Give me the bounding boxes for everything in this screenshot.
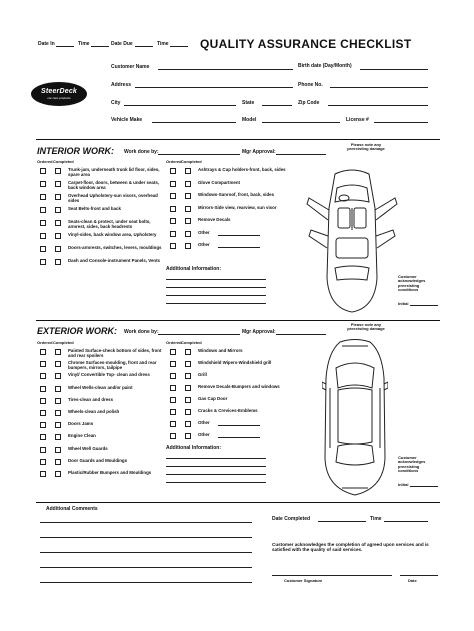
- ordered-checkbox[interactable]: [170, 231, 176, 237]
- completed-checkbox[interactable]: [185, 168, 191, 174]
- interior-initial-label: Initial: [398, 301, 409, 306]
- checklist-item-label: Wheel Wells-clean and/or paint: [68, 384, 133, 390]
- completed-checkbox[interactable]: [55, 471, 61, 477]
- signature-date-label: Date: [408, 578, 417, 583]
- license-field[interactable]: [374, 122, 428, 123]
- ordered-checkbox[interactable]: [170, 349, 176, 355]
- interior-completed-header: Completed: [53, 159, 74, 164]
- checklist-item-label: Painted Surface-check bottom of sides, front and rear spoilers: [68, 348, 162, 359]
- checklist-item-label: Plastic/Rubber Bumpers and Mouldings: [68, 470, 152, 475]
- interior-mgr-approval: Mgr Approval:: [242, 149, 276, 155]
- checklist-item-label: Chrome Surfaces-moulding, front and rear bumpers, mirrors, tailpipe: [68, 360, 157, 371]
- signature-label: Customer Signature: [284, 578, 323, 583]
- ordered-checkbox[interactable]: [40, 422, 46, 428]
- interior-info-line-3[interactable]: [166, 295, 266, 296]
- checklist-item-label: Door Guards and Mouldings: [68, 457, 128, 463]
- interior-info-line-4[interactable]: [166, 303, 266, 304]
- completed-checkbox[interactable]: [55, 386, 61, 392]
- checklist-item-label: Seats-clean & protect, under seat bolts, armrest, sides, back headrests: [68, 219, 151, 230]
- exterior-info-line-1[interactable]: [166, 458, 266, 459]
- exterior-completed-header: Completed: [53, 340, 74, 345]
- checklist-item-label: Vinyl-sides, back window area, Upholstery: [68, 232, 157, 237]
- checklist-item-label: Grill: [198, 372, 207, 377]
- interior-completed-header-2: Completed: [181, 159, 202, 164]
- interior-heading: INTERIOR WORK:: [37, 146, 114, 156]
- completed-checkbox[interactable]: [55, 373, 61, 379]
- exterior-work-done-field[interactable]: [158, 334, 240, 335]
- checklist-item-label: Engine Clean: [68, 433, 96, 439]
- checklist-item-label: Remove Decals: [198, 217, 231, 222]
- ordered-checkbox[interactable]: [40, 220, 46, 226]
- ordered-checkbox[interactable]: [40, 373, 46, 379]
- completed-checkbox[interactable]: [55, 194, 61, 200]
- checklist-item-label: Wheels-clean and polish: [68, 409, 120, 414]
- ordered-checkbox[interactable]: [40, 471, 46, 477]
- completed-checkbox[interactable]: [55, 259, 61, 265]
- completed-checkbox[interactable]: [185, 361, 191, 367]
- completed-checkbox[interactable]: [185, 218, 191, 224]
- completed-checkbox[interactable]: [185, 373, 191, 379]
- completed-checkbox[interactable]: [55, 410, 61, 416]
- additional-comments-label: Additional Comments: [46, 506, 98, 512]
- interior-additional-label: Additional Information:: [166, 266, 221, 272]
- other-field[interactable]: [218, 235, 260, 236]
- ordered-checkbox[interactable]: [40, 434, 46, 440]
- checklist-item-label: Tires-clean and dress: [68, 396, 114, 402]
- interior-info-line-2[interactable]: [166, 287, 266, 288]
- exterior-ordered-header-2: Ordered: [166, 340, 182, 345]
- state-field[interactable]: [262, 105, 292, 106]
- checklist-item-label: Other: [198, 229, 210, 235]
- exterior-car-diagram: [322, 338, 388, 498]
- completed-checkbox[interactable]: [185, 243, 191, 249]
- checklist-item-label: Doors-armrests, switches, levers, mouldings: [68, 245, 162, 250]
- model-label: Model: [242, 117, 257, 123]
- completed-checkbox[interactable]: [185, 385, 191, 391]
- zip-field[interactable]: [328, 105, 428, 106]
- checklist-item-label: Other: [198, 420, 210, 425]
- checklist-item-label: Gas Cap Door: [198, 396, 228, 401]
- completed-checkbox[interactable]: [55, 361, 61, 367]
- interior-initial-field[interactable]: [410, 305, 438, 306]
- customer-name-field[interactable]: [158, 69, 293, 70]
- ordered-checkbox[interactable]: [40, 181, 46, 187]
- logo-tagline: car care products: [47, 96, 71, 100]
- interior-work-done-by: Work done by:: [124, 149, 159, 155]
- time-label-2: Time: [157, 41, 169, 47]
- completed-checkbox[interactable]: [185, 231, 191, 237]
- ordered-checkbox[interactable]: [170, 206, 176, 212]
- ordered-checkbox[interactable]: [170, 168, 176, 174]
- exterior-ordered-header: Ordered: [37, 340, 53, 345]
- comments-line-4[interactable]: [40, 567, 252, 568]
- ordered-checkbox[interactable]: [170, 193, 176, 199]
- completed-checkbox[interactable]: [55, 246, 61, 252]
- completed-checkbox[interactable]: [185, 349, 191, 355]
- date-due-label: Date Due: [111, 41, 133, 47]
- ordered-checkbox[interactable]: [170, 409, 176, 415]
- checklist-item-label: Dash and Console-instrument Panels, Vents: [68, 258, 160, 263]
- checklist-item-label: Cracks & Crevices-Emblems: [198, 408, 258, 413]
- exterior-completed-header-2: Completed: [181, 340, 202, 345]
- date-completed-label: Date Completed: [272, 516, 311, 522]
- date-in-field[interactable]: [56, 46, 74, 47]
- interior-car-diagram: [305, 168, 400, 316]
- checklist-item-label: Vinyl/ Convertible Top- clean and dress: [68, 372, 150, 378]
- license-label: License #: [346, 117, 369, 123]
- interior-mgr-field[interactable]: [276, 154, 326, 155]
- footer-time-label: Time: [370, 516, 382, 522]
- checklist-item-label: Wheel Well Guards: [68, 445, 108, 451]
- ordered-checkbox[interactable]: [40, 259, 46, 265]
- ordered-checkbox[interactable]: [170, 397, 176, 403]
- model-field[interactable]: [262, 122, 340, 123]
- ordered-checkbox[interactable]: [170, 373, 176, 379]
- completed-checkbox[interactable]: [55, 398, 61, 404]
- exterior-info-line-2[interactable]: [166, 466, 266, 467]
- completed-checkbox[interactable]: [55, 459, 61, 465]
- exterior-info-line-4[interactable]: [166, 482, 266, 483]
- checklist-item-label: Glove Compartment: [198, 179, 240, 185]
- completed-checkbox[interactable]: [55, 168, 61, 174]
- completed-checkbox[interactable]: [55, 233, 61, 239]
- interior-ack: Customer acknowledges preexisting conditions: [398, 274, 426, 293]
- ordered-checkbox[interactable]: [40, 447, 46, 453]
- completed-checkbox[interactable]: [185, 206, 191, 212]
- exterior-work-done-by: Work done by:: [124, 329, 159, 335]
- comments-line-3[interactable]: [40, 552, 252, 553]
- time-field[interactable]: [91, 46, 109, 47]
- interior-damage-note: Please note any preexisting damage: [347, 142, 385, 152]
- divider-top: [36, 139, 440, 140]
- checklist-item-label: Windows and Mirrors: [198, 348, 243, 353]
- exterior-initial-field[interactable]: [410, 486, 438, 487]
- completed-checkbox[interactable]: [185, 397, 191, 403]
- exterior-info-line-3[interactable]: [166, 474, 266, 475]
- interior-ordered-header: Ordered: [37, 159, 53, 164]
- signature-field[interactable]: [272, 575, 392, 576]
- ordered-checkbox[interactable]: [170, 181, 176, 187]
- brand-logo: [31, 82, 87, 106]
- vehicle-make-field[interactable]: [152, 122, 236, 123]
- ordered-checkbox[interactable]: [40, 398, 46, 404]
- exterior-ack: Customer acknowledges preexisting conditions: [398, 455, 426, 474]
- checklist-item-label: Remove Decals-Bumpers and windows: [198, 384, 280, 389]
- ordered-checkbox[interactable]: [40, 246, 46, 252]
- exterior-additional-label: Additional Information:: [166, 445, 221, 451]
- checklist-item-label: Other: [198, 432, 210, 437]
- ordered-checkbox[interactable]: [170, 385, 176, 391]
- completed-checkbox[interactable]: [55, 220, 61, 226]
- checklist-item-label: Windows-Sunroof, front, back, sides: [198, 192, 275, 197]
- completed-checkbox[interactable]: [185, 193, 191, 199]
- ordered-checkbox[interactable]: [40, 361, 46, 367]
- comments-line-1[interactable]: [40, 522, 252, 523]
- city-field[interactable]: [124, 105, 236, 106]
- customer-name-label: Customer Name: [111, 64, 150, 70]
- city-label: City: [111, 100, 121, 106]
- ordered-checkbox[interactable]: [40, 207, 46, 213]
- birthdate-label: Birth date (Day/Month): [298, 63, 352, 69]
- other-field[interactable]: [218, 425, 260, 426]
- exterior-initial-label: Initial: [398, 482, 409, 487]
- ordered-checkbox[interactable]: [40, 168, 46, 174]
- interior-ordered-header-2: Ordered: [166, 159, 182, 164]
- other-field[interactable]: [218, 437, 260, 438]
- completed-checkbox[interactable]: [55, 349, 61, 355]
- ordered-checkbox[interactable]: [170, 433, 176, 439]
- completed-checkbox[interactable]: [185, 409, 191, 415]
- time-field-2[interactable]: [170, 46, 188, 47]
- ordered-checkbox[interactable]: [170, 421, 176, 427]
- exterior-mgr-field[interactable]: [276, 334, 326, 335]
- checklist-item-label: Mirrors-Side view, rearview, sun visor: [198, 204, 277, 210]
- ordered-checkbox[interactable]: [170, 243, 176, 249]
- other-field[interactable]: [218, 247, 260, 248]
- divider-middle: [36, 320, 440, 321]
- phone-label: Phone No.: [298, 82, 323, 88]
- ordered-checkbox[interactable]: [40, 386, 46, 392]
- checklist-item-label: Windshield Wipers-Windshield grill: [198, 360, 272, 365]
- date-in-label: Date In: [38, 41, 55, 47]
- zip-label: Zip Code: [298, 100, 320, 106]
- checklist-item-label: Other: [198, 242, 210, 247]
- birthdate-field[interactable]: [360, 69, 428, 70]
- completed-checkbox[interactable]: [55, 434, 61, 440]
- checklist-item-label: Doors Jams: [68, 421, 94, 427]
- checklist-item-label: Ashtrays & Cup holders-front, back, sides: [198, 167, 286, 172]
- completed-checkbox[interactable]: [185, 421, 191, 427]
- ordered-checkbox[interactable]: [40, 233, 46, 239]
- date-completed-field[interactable]: [318, 521, 366, 522]
- completed-checkbox[interactable]: [55, 447, 61, 453]
- completed-checkbox[interactable]: [55, 422, 61, 428]
- completed-checkbox[interactable]: [185, 433, 191, 439]
- exterior-heading: EXTERIOR WORK:: [37, 326, 117, 336]
- vehicle-make-label: Vehicle Make: [111, 117, 143, 123]
- logo-brand: SteerDeck: [40, 88, 78, 95]
- page-title: QUALITY ASSURANCE CHECKLIST: [200, 37, 412, 51]
- ordered-checkbox[interactable]: [40, 194, 46, 200]
- comments-line-5[interactable]: [40, 582, 252, 583]
- exterior-damage-note: Please note any preexisting damage: [347, 322, 385, 332]
- ordered-checkbox[interactable]: [40, 410, 46, 416]
- footer-time-field[interactable]: [384, 521, 428, 522]
- date-due-field[interactable]: [135, 46, 153, 47]
- completed-checkbox[interactable]: [55, 207, 61, 213]
- signature-date-field[interactable]: [400, 575, 438, 576]
- interior-work-done-field[interactable]: [158, 154, 240, 155]
- checklist-item-label: Trunk-jam, underneath trunk lid floor, sides, spare area: [68, 167, 160, 178]
- comments-line-2[interactable]: [40, 537, 252, 538]
- completed-checkbox[interactable]: [55, 181, 61, 187]
- address-label: Address: [111, 82, 132, 88]
- divider-bottom: [36, 502, 440, 503]
- checklist-item-label: Seat Belts-front and back: [68, 206, 121, 211]
- state-label: State: [242, 100, 255, 106]
- ordered-checkbox[interactable]: [170, 361, 176, 367]
- checklist-item-label: Overhead Upholstery-sun visors, overhead sides: [68, 193, 158, 204]
- address-field[interactable]: [135, 87, 293, 88]
- completion-ack-text: Customer acknowledges the completion of agreed upon services and is satisfied with the quality of said services.: [272, 542, 429, 553]
- ordered-checkbox[interactable]: [170, 218, 176, 224]
- interior-info-line-1[interactable]: [166, 279, 266, 280]
- ordered-checkbox[interactable]: [40, 349, 46, 355]
- completed-checkbox[interactable]: [185, 181, 191, 187]
- exterior-mgr-approval: Mgr Approval:: [242, 329, 276, 335]
- phone-field[interactable]: [330, 87, 428, 88]
- time-label: Time: [78, 41, 90, 47]
- ordered-checkbox[interactable]: [40, 459, 46, 465]
- checklist-item-label: Carpet-floor, doors, between & under seats, back window area: [68, 180, 160, 191]
